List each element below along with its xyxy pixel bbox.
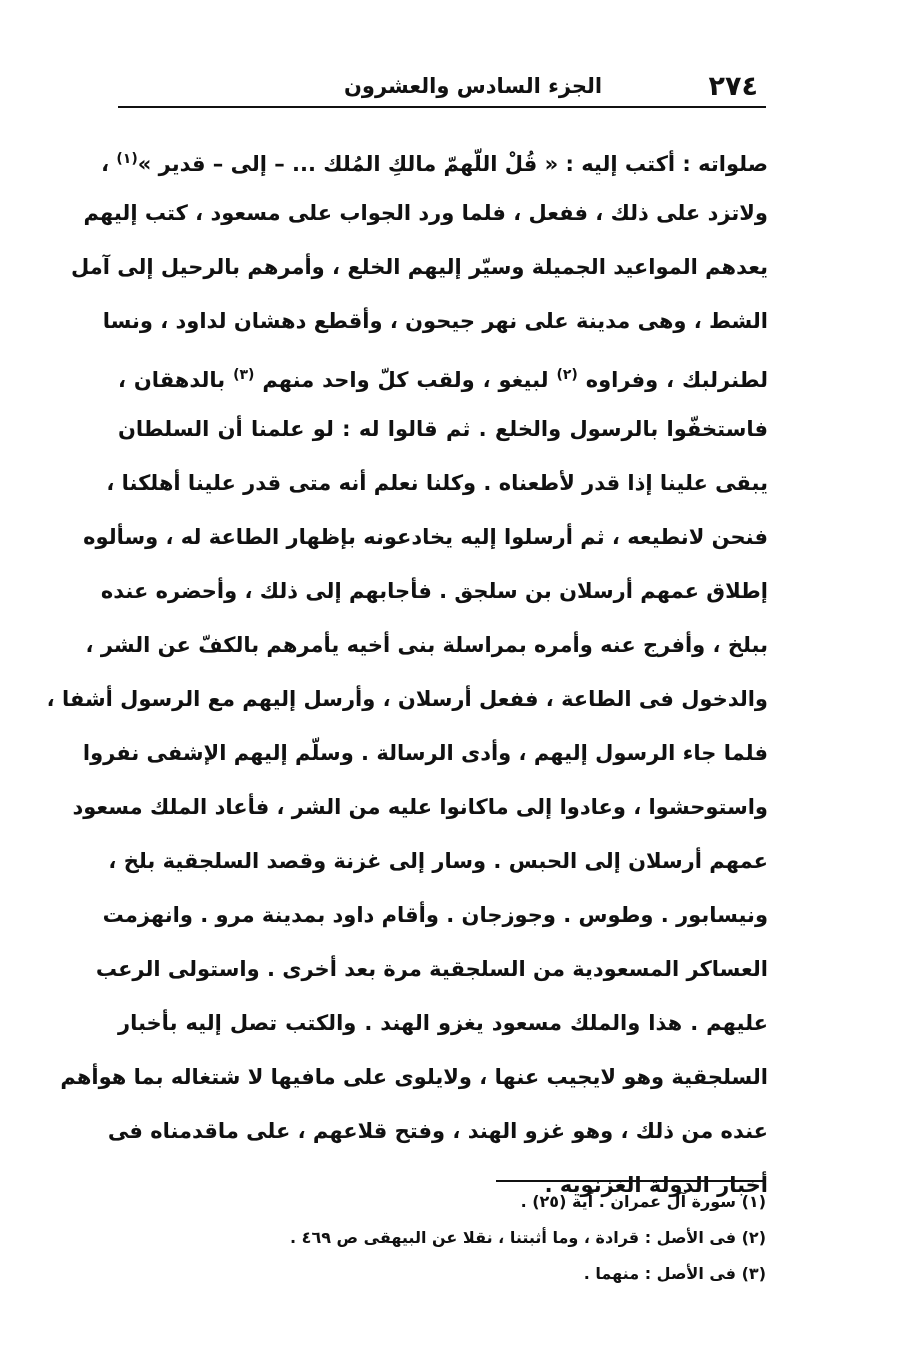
text-line: فاستخفّوا بالرسول والخلع . ثم قالوا له : لو علمنا أن السلطان [118, 417, 768, 441]
text-line: واستوحشوا ، وعادوا إلى ماكانوا عليه من الشر ، فأعاد الملك مسعود [72, 795, 768, 819]
text-line: فنحن لانطيعه ، ثم أرسلوا إليه يخادعونه بإظهار الطاعة له ، وسألوه [83, 525, 768, 549]
text-line: يبقى علينا إذا قدر لأطعناه . وكلنا نعلم أنه متى قدر علينا أهلكنا ، [106, 471, 768, 495]
page-header [118, 66, 766, 106]
text-line: إطلاق عمهم أرسلان بن سلجق . فأجابهم إلى ذلك ، وأحضره عنده [100, 579, 768, 603]
text-line: صلواته : أكتب إليه : « قُلْ اللّهمّ مالكِ المُلك ... – إلى – قدير »$^{(١)}$ ، [101, 151, 768, 176]
footnote-ref: (١) [116, 151, 138, 167]
text-line: فلما جاء الرسول إليهم ، وأدى الرسالة . وسلّم إليهم الإشفى نفروا [82, 741, 768, 765]
body-text [46, 132, 769, 1212]
footnote-ref: (٣) [233, 367, 255, 383]
text-line: لطنرلبك ، وفراوه $^{(٢)}$ لبيغو ، ولقب كلّ واحد منهم $^{(٣)}$ بالدهقان ، [118, 367, 769, 392]
text-line: ونيسابور . وطوس . وجوزجان . وأقام داود بمدينة مرو . وانهزمت [102, 903, 768, 927]
text-line: والدخول فى الطاعة ، ففعل أرسلان ، وأرسل إليهم مع الرسول أشفا ، [46, 687, 768, 711]
text-line: يعدهم المواعيد الجميلة وسيّر إليهم الخلع ، وأمرهم بالرحيل إلى آمل [71, 255, 768, 279]
footnote: (٣) فى الأصل : منهما . [583, 1264, 766, 1283]
header-rule [118, 106, 766, 108]
text-line: السلجقية وهو لايجيب عنها ، ولايلوى على مافيها لا شتغاله بما هوأهم [60, 1065, 768, 1089]
footnote: (٢) فى الأصل : قرادة ، وما أثبتنا ، نقلا عن البيهقى ص ٤٦٩ . [290, 1228, 766, 1247]
text-line: العساكر المسعودية من السلجقية مرة بعد أخرى . واستولى الرعب [95, 957, 768, 981]
running-title: الجزء السادس والعشرون [344, 74, 603, 98]
text-line: ولاتزد على ذلك ، ففعل ، فلما ورد الجواب على مسعود ، كتب إليهم [83, 201, 768, 225]
footnote-ref: (٢) [556, 367, 578, 383]
text-line: الشط ، وهى مدينة على نهر جيحون ، وأقطع دهشان لداود ، ونسا [102, 309, 768, 333]
text-line: عليهم . هذا والملك مسعود يغزو الهند . والكتب تصل إليه بأخبار [118, 1011, 768, 1035]
text-line: أخبار الدولة الغزنويه . [544, 1173, 768, 1197]
footnote-rule [496, 1180, 766, 1182]
text-line: عمهم أرسلان إلى الحبس . وسار إلى غزنة وقصد السلجقية بلخ ، [108, 849, 768, 873]
page-number: ٢٧٤ [708, 70, 758, 102]
footnote: (١) سورة آل عمران . آية (٢٥) . [520, 1192, 766, 1211]
text-line: عنده من ذلك ، وهو غزو الهند ، وفتح قلاعهم ، على ماقدمناه فى [107, 1119, 768, 1143]
text-line: ببلخ ، وأفرج عنه وأمره بمراسلة بنى أخيه يأمرهم بالكفّ عن الشر ، [85, 633, 768, 657]
footnotes [118, 1184, 766, 1292]
